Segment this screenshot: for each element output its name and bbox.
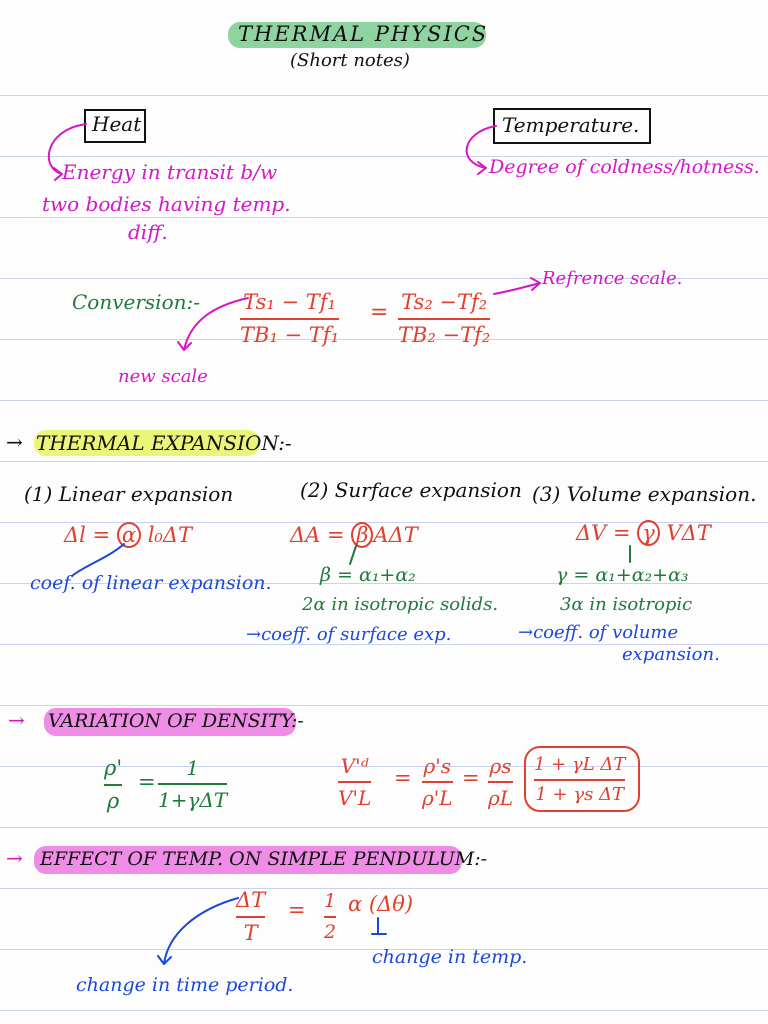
half-numerator: 1 [324, 890, 337, 912]
thermal-expansion-heading: THERMAL EXPANSION:- [36, 431, 292, 455]
density-expansion-denominator: 1+γΔT [158, 788, 228, 812]
time-period-arrow [158, 898, 238, 964]
surface-formula-lhs: ΔA = [290, 523, 352, 547]
density-heading: VARIATION OF DENSITY:- [48, 710, 304, 732]
linear-coef-arrow [72, 544, 124, 576]
linear-coefficient-note: coef. of linear expansion. [30, 572, 272, 594]
conversion-rhs-numerator: Ts₂ −Tf₂ [401, 290, 488, 314]
density-expansion-numerator: 1 [186, 756, 199, 780]
temperature-definition: Degree of coldness/hotness. [489, 156, 760, 178]
new-scale-arrow [178, 298, 248, 350]
conversion-rhs-denominator: TB₂ −Tf₂ [398, 323, 491, 347]
reference-scale-arrow [494, 278, 540, 294]
density-primed-denominator: ρ'L [422, 786, 453, 810]
bracket-denominator: 1 + γs ΔT [535, 784, 625, 805]
time-period-change-note: change in time period. [76, 974, 294, 996]
pendulum-equals: = [288, 898, 306, 922]
surface-coef-arrow [350, 546, 356, 564]
density-primed-numerator: ρ's [423, 754, 452, 778]
volume-expansion-title: (3) Volume expansion. [532, 482, 757, 506]
density-base-numerator: ρs [489, 754, 512, 778]
linear-formula-rhs: l₀ΔT [141, 523, 192, 547]
heat-definition-line1: Energy in transit b/w [62, 160, 278, 184]
period-change-denominator: T [243, 921, 258, 945]
volume-formula-lhs: ΔV = [576, 521, 638, 545]
heat-definition-line2: two bodies having temp. [42, 192, 291, 216]
half-denominator: 2 [324, 921, 337, 943]
surface-isotropic-note: 2α in isotropic solids. [302, 594, 499, 615]
volume-isotropic-note: 3α in isotropic [560, 594, 693, 615]
pendulum-heading: EFFECT OF TEMP. ON SIMPLE PENDULUM:- [40, 848, 488, 870]
density-ratio-numerator: ρ' [104, 756, 123, 780]
density-equals-1: = [394, 766, 412, 790]
reference-scale-note: Refrence scale. [542, 268, 683, 289]
temp-change-note: change in temp. [372, 946, 528, 968]
page-title: THERMAL PHYSICS [238, 22, 489, 46]
temp-change-arrow [372, 918, 386, 934]
linear-coefficient-circled: α [117, 522, 141, 548]
density-ratio-denominator: ρ [106, 789, 120, 813]
temperature-arrow [467, 126, 496, 174]
surface-coefficient-note: →coeff. of surface exp. [246, 624, 452, 645]
apparent-volume-denominator: V'L [338, 786, 372, 810]
surface-expansion-title: (2) Surface expansion [300, 478, 522, 502]
new-scale-note: new scale [118, 366, 208, 387]
density-arrow: → [8, 708, 25, 732]
conversion-lhs-denominator: TB₁ − Tf₁ [240, 323, 340, 347]
surface-coefficient-relation: β = α₁+α₂ [320, 564, 416, 586]
conversion-label: Conversion:- [72, 290, 200, 314]
density-ratio-equals: = [138, 770, 156, 794]
conversion-equals: = [370, 300, 389, 325]
heat-label: Heat [92, 112, 142, 136]
volume-coefficient-relation: γ = α₁+α₂+α₃ [556, 564, 689, 586]
volume-coefficient-note-line2: expansion. [622, 644, 720, 665]
page-subtitle: (Short notes) [290, 50, 410, 71]
bracket-numerator: 1 + γL ΔT [534, 754, 626, 775]
heat-definition-line3: diff. [128, 220, 168, 244]
apparent-volume-numerator: V'ᵈ [340, 754, 369, 778]
volume-coefficient-note-line1: →coeff. of volume [518, 622, 679, 643]
volume-coefficient-circled: γ [637, 520, 660, 546]
linear-expansion-title: (1) Linear expansion [24, 482, 234, 506]
heat-arrow [49, 124, 86, 180]
period-change-numerator: ΔT [236, 888, 266, 912]
thermal-expansion-arrow: → [6, 430, 23, 454]
pendulum-arrow: → [6, 846, 23, 870]
temperature-label: Temperature. [502, 113, 640, 137]
pendulum-rhs: α (Δθ) [348, 892, 414, 916]
linear-formula-lhs: Δl = [64, 523, 117, 547]
density-base-denominator: ρL [488, 786, 514, 810]
conversion-lhs-numerator: Ts₁ − Tf₁ [243, 290, 336, 314]
volume-formula-rhs: VΔT [659, 521, 711, 545]
surface-coefficient-circled: β [351, 522, 373, 548]
density-equals-2: = [462, 766, 480, 790]
surface-formula-rhs: AΔT [373, 523, 418, 547]
